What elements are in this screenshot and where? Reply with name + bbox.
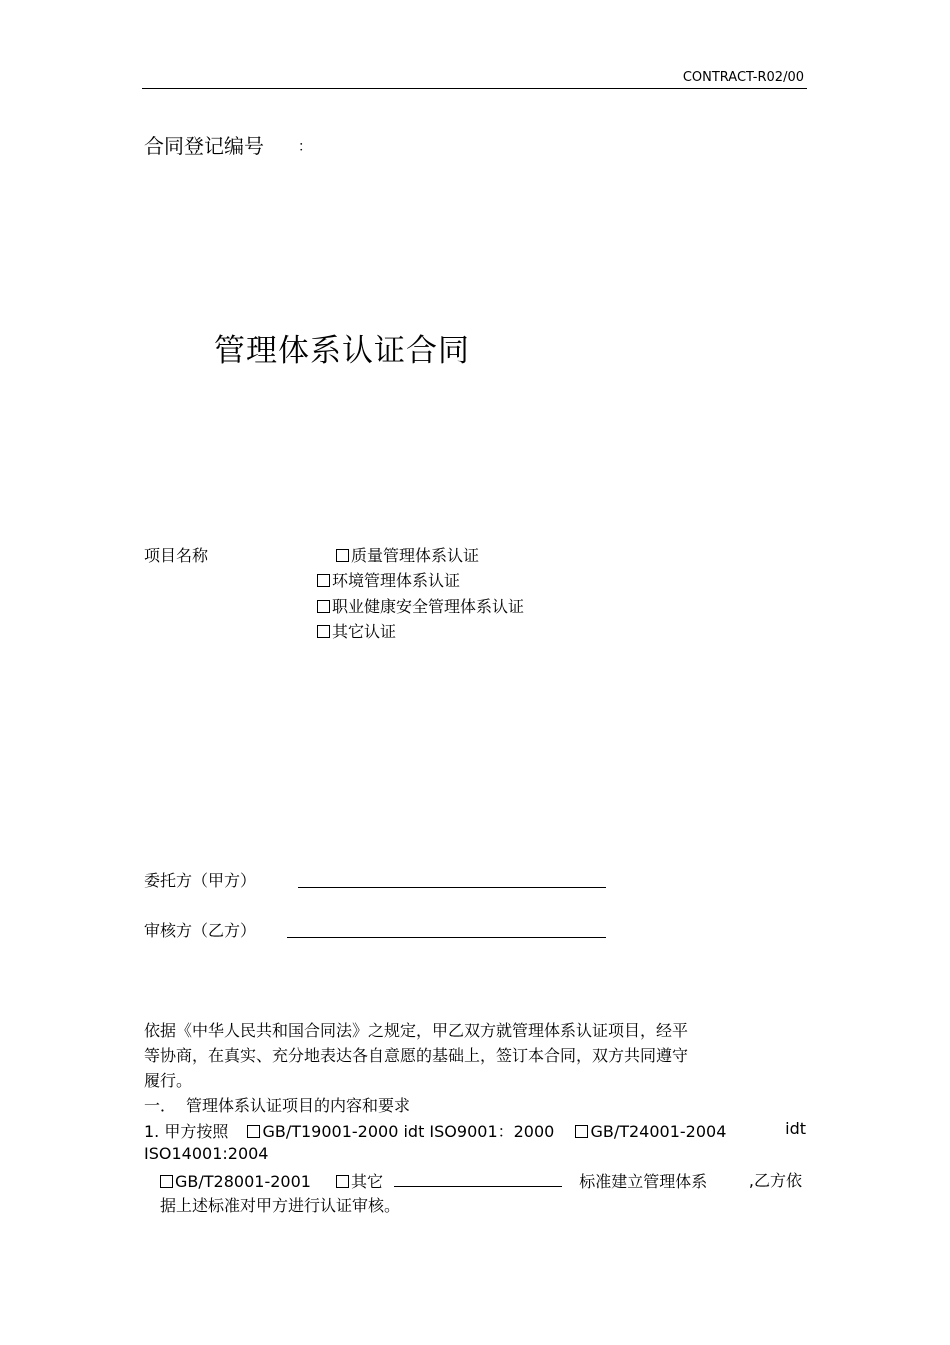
auditor-field[interactable] <box>287 918 606 938</box>
client-label: 委托方（甲方） <box>144 871 257 890</box>
registration-colon: ： <box>298 139 312 155</box>
option-environment[interactable] <box>317 568 460 591</box>
registration-label: 合同登记编号 <box>144 134 264 158</box>
checkbox[interactable] <box>336 549 349 562</box>
option-label: 其它认证 <box>332 622 397 641</box>
checkbox[interactable] <box>317 625 330 638</box>
option-ohs[interactable] <box>317 594 524 617</box>
option-other[interactable] <box>317 619 396 642</box>
checkbox[interactable] <box>336 1175 349 1188</box>
intro-line-2: 等协商，在真实、充分地表达各自意愿的基础上，签订本合同，双方共同遵守 <box>144 1046 689 1065</box>
section1-heading <box>144 1093 410 1116</box>
checkbox[interactable] <box>160 1175 173 1188</box>
standards-line-3: 据上述标准对甲方进行认证审核。 <box>160 1196 401 1215</box>
section-number: 一． <box>144 1096 177 1115</box>
header-rule <box>142 88 807 89</box>
std-label: GB/T19001-2000 idt ISO9001：2000 <box>262 1122 555 1141</box>
checkbox[interactable] <box>317 574 330 587</box>
item-prefix: 1. 甲方按照 <box>144 1122 229 1141</box>
option-label: 质量管理体系认证 <box>351 546 480 565</box>
standards-line-1 <box>144 1119 806 1142</box>
standards-line-1b: ISO14001:2004 <box>144 1144 269 1163</box>
std-gbt28001[interactable] <box>160 1172 311 1191</box>
section-title: 管理体系认证项目的内容和要求 <box>186 1096 411 1115</box>
checkbox[interactable] <box>317 600 330 613</box>
std-other-field[interactable] <box>394 1168 562 1187</box>
checkbox[interactable] <box>575 1125 588 1138</box>
standards-line-2 <box>160 1168 802 1192</box>
std-label: 其它 <box>351 1172 384 1191</box>
std-suffix: 标准建立管理体系 <box>579 1172 708 1191</box>
checkbox[interactable] <box>247 1125 260 1138</box>
std-gbt19001[interactable] <box>247 1122 554 1141</box>
std-other[interactable] <box>336 1172 383 1191</box>
intro-line-1: 依据《中华人民共和国合同法》之规定，甲乙双方就管理体系认证项目，经平 <box>144 1021 689 1040</box>
contract-title: 管理体系认证合同 <box>214 333 470 369</box>
std-label: GB/T28001-2001 <box>175 1172 311 1191</box>
project-label: 项目名称 <box>144 546 209 565</box>
option-label: 职业健康安全管理体系认证 <box>332 597 525 616</box>
std-gbt24001[interactable] <box>575 1122 726 1141</box>
auditor-label: 审核方（乙方） <box>144 921 257 940</box>
client-field[interactable] <box>298 868 606 888</box>
option-quality[interactable] <box>336 543 479 566</box>
option-label: 环境管理体系认证 <box>332 571 461 590</box>
std-idt: idt <box>785 1119 806 1138</box>
std-label: GB/T24001-2004 <box>590 1122 727 1141</box>
header-code: CONTRACT-R02/00 <box>682 70 804 85</box>
std-suffix-2: ,乙方依 <box>748 1171 802 1190</box>
intro-line-3: 履行。 <box>144 1071 193 1090</box>
